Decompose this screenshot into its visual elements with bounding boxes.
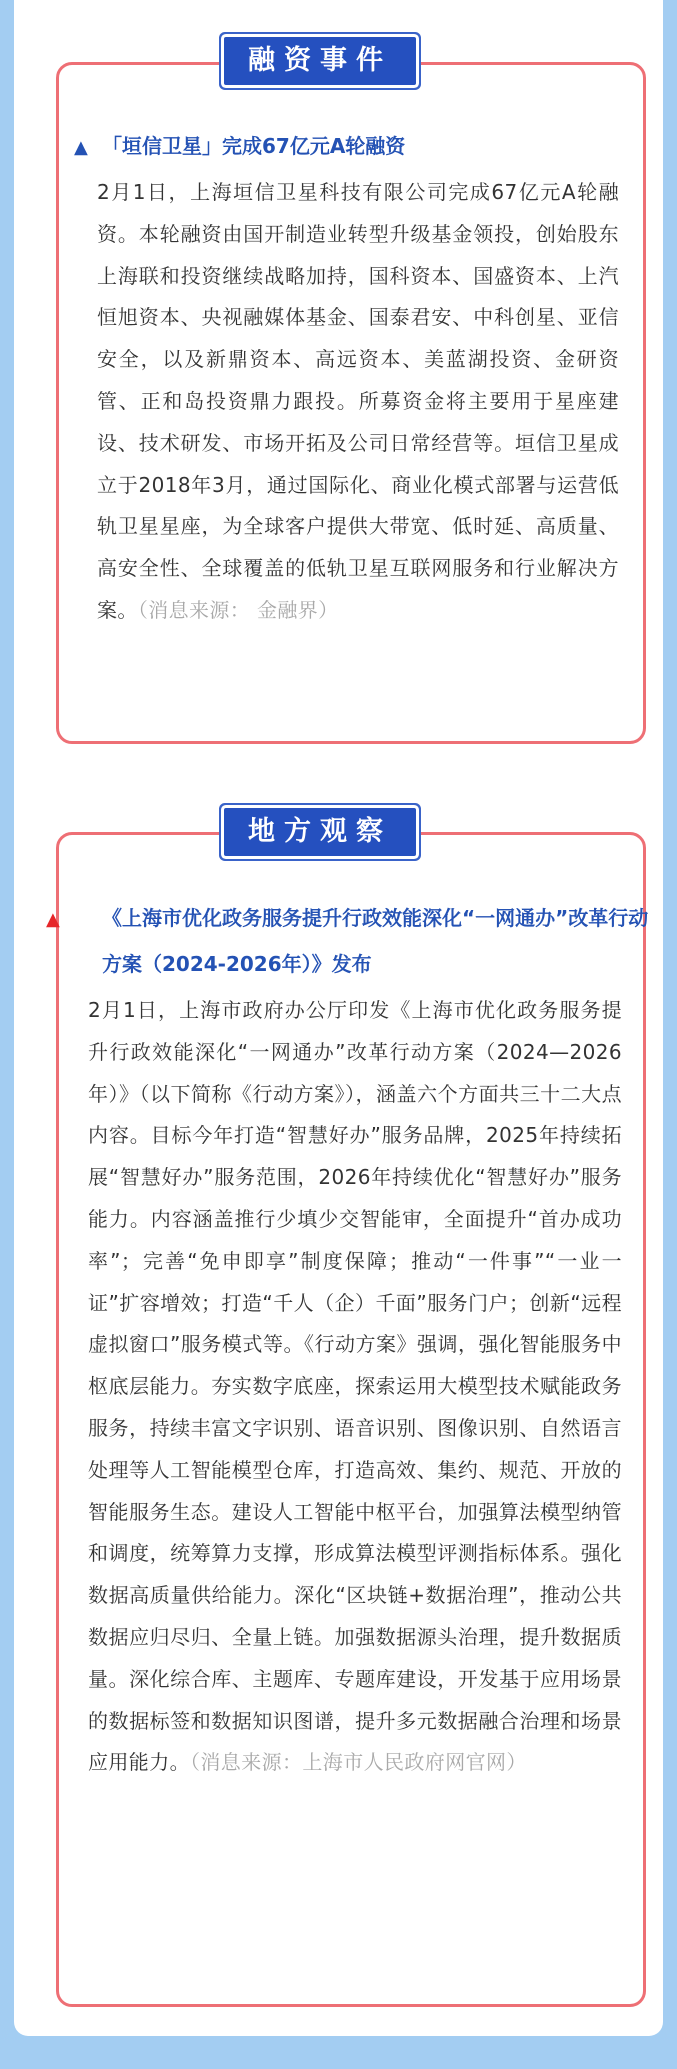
- body-financing-text: 2月1日，上海垣信卫星科技有限公司完成67亿元A轮融资。本轮融资由国开制造业转型升级基金领投，创始股东上海联和投资继续战略加持，国科资本、国盛资本、上汽恒旭资本、央视融媒体基金、国泰君安、中科创星、亚信安全，以及新鼎资本、高远资本、美蓝湖投资、金研资管、正和岛投资鼎力跟投。所募资金将主要用于星座建设、技术研发、市场开拓及公司日常经营等。垣信卫星成立于2018年3月，通过国际化、商业化模式部署与运营低轨卫星星座，为全球客户提供大带宽、低时延、高质量、高安全性、全球覆盖的低轨卫星互联网服务和行业解决方案。: [97, 180, 619, 622]
- body-financing: [97, 172, 619, 632]
- section-title-local: 地方观察: [224, 808, 416, 856]
- source-local: （消息来源：上海市人民政府网官网）: [190, 1750, 527, 1775]
- body-local: [88, 990, 622, 1784]
- section-title-financing: 融资事件: [224, 37, 416, 85]
- headline-financing-text: 「垣信卫星」完成67亿元A轮融资: [102, 134, 406, 158]
- article-page: [14, 0, 663, 2036]
- headline-financing[interactable]: [74, 124, 619, 170]
- triangle-marker-icon: ▲: [74, 137, 88, 158]
- headline-local-text: 《上海市优化政务服务提升行政效能深化“一网通办”改革行动方案（2024-2026年）》发布: [102, 906, 649, 976]
- triangle-marker-icon: ▲: [46, 909, 60, 930]
- source-financing: （消息来源： 金融界）: [137, 597, 339, 622]
- headline-local[interactable]: [46, 896, 650, 986]
- body-local-text: 2月1日，上海市政府办公厅印发《上海市优化政务服务提升行政效能深化“一网通办”改革行动方案（2024—2026年）》（以下简称《行动方案》），涵盖六个方面共三十二大点内容。目标今年打造“智慧好办”服务品牌，2025年持续拓展“智慧好办”服务范围，2026年持续优化“智慧好办”服务能力。内容涵盖推行少填少交智能审，全面提升“首办成功率”；完善“免申即享”制度保障；推动“一件事”“一业一证”扩容增效；打造“千人（企）千面”服务门户；创新“远程虚拟窗口”服务模式等。《行动方案》强调，强化智能服务中枢底层能力。夯实数字底座，探索运用大模型技术赋能政务服务，持续丰富文字识别、语音识别、图像识别、自然语言处理等人工智能模型仓库，打造高效、集约、规范、开放的智能服务生态。建设人工智能中枢平台，加强算法模型纳管和调度，统筹算力支撑，形成算法模型评测指标体系。强化数据高质量供给能力。深化“区块链+数据治理”，推动公共数据应归尽归、全量上链。加强数据源头治理，提升数据质量。深化综合库、主题库、专题库建设，开发基于应用场景的数据标签和数据知识图谱，提升多元数据融合治理和场景应用能力。: [88, 998, 622, 1775]
